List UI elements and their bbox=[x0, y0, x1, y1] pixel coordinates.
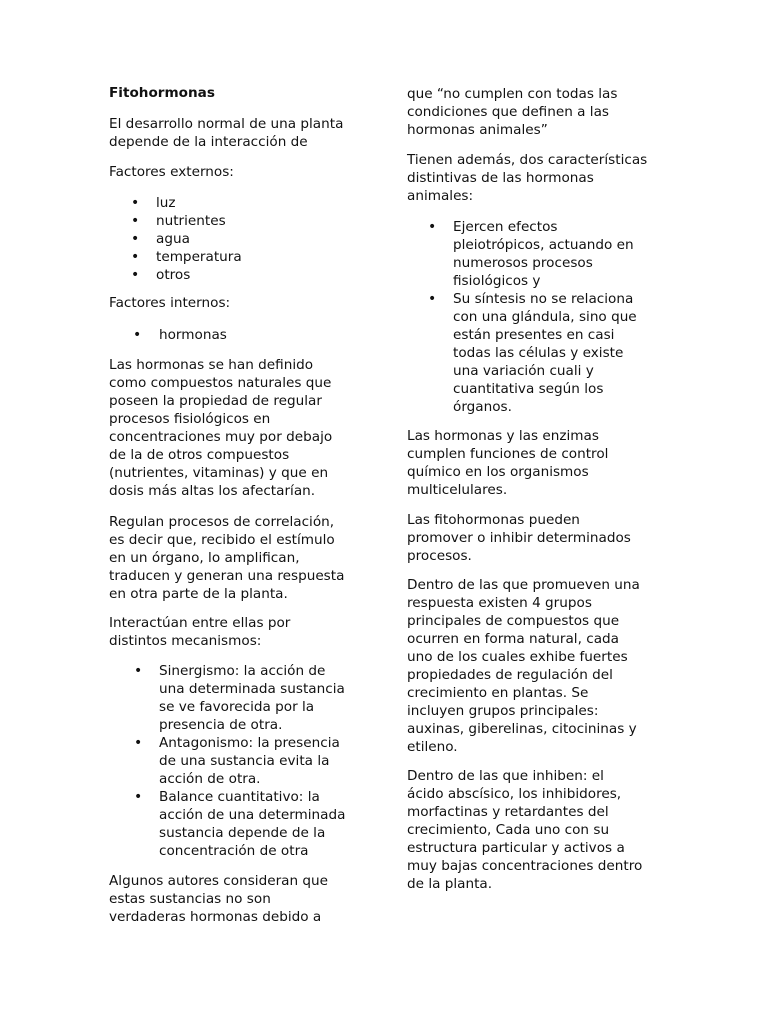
authors-paragraph: Algunos autores consideran que estas sustancias no son verdaderas hormonas debido a bbox=[109, 873, 329, 925]
enzymes-paragraph: Las hormonas y las enzimas cumplen funciones de control químico en los organismos multicelulares. bbox=[407, 428, 609, 498]
list-item: • agua bbox=[109, 230, 371, 248]
list-item: • nutrientes bbox=[109, 212, 371, 230]
internal-factors-heading: Factores internos: bbox=[109, 295, 231, 311]
mechanisms-list bbox=[109, 662, 371, 860]
promoters-paragraph: Dentro de las que promueven una respuesta existen 4 grupos principales de compuestos que ocurren en forma natural, cada uno de los cuales exhibe fuertes propiedades de regulación del crecimiento en plantas. Se incluyen grupos principales: auxinas, giberelinas, citocininas y etileno. bbox=[407, 577, 640, 755]
internal-factors-list bbox=[109, 326, 371, 344]
intro-paragraph: El desarrollo normal de una planta depende de la interacción de bbox=[109, 116, 344, 150]
definition-paragraph: Las hormonas se han definido como compuestos naturales que poseen la propiedad de regular procesos fisiológicos en concentraciones muy por debajo de la de otros compuestos (nutrientes, vitaminas) y que en dosis más altas los afectarían. bbox=[109, 357, 333, 499]
inhibitors-paragraph: Dentro de las que inhiben: el ácido abscísico, los inhibidores, morfactinas y retardantes del crecimiento, Cada uno con su estructura particular y activos a muy bajas concentraciones dentro de la planta. bbox=[407, 768, 643, 892]
list-item: • Ejercen efectos pleiotrópicos, actuando en numerosos procesos fisiológicos y bbox=[407, 218, 663, 290]
external-factors-list bbox=[109, 194, 371, 284]
interaction-heading: Interactúan entre ellas por distintos mecanismos: bbox=[109, 615, 291, 649]
list-item: • Antagonismo: la presencia de una sustancia evita la acción de otra. bbox=[109, 734, 371, 788]
characteristics-heading: Tienen además, dos características distintivas de las hormonas animales: bbox=[407, 152, 648, 204]
list-item: • Sinergismo: la acción de una determinada sustancia se ve favorecida por la presencia de otra. bbox=[109, 662, 371, 734]
continuation-paragraph: que “no cumplen con todas las condiciones que definen a las hormonas animales” bbox=[407, 86, 618, 138]
characteristics-list bbox=[407, 218, 663, 416]
list-item: • otros bbox=[109, 266, 371, 284]
list-item: • Su síntesis no se relaciona con una glándula, sino que están presentes en casi todas las células y existe una variación cuali y cuantitativa según los órganos. bbox=[407, 290, 663, 416]
external-factors-heading: Factores externos: bbox=[109, 164, 234, 180]
list-item: • luz bbox=[109, 194, 371, 212]
correlation-paragraph: Regulan procesos de correlación, es decir que, recibido el estímulo en un órgano, lo amplifican, traducen y generan una respuesta en otra parte de la planta. bbox=[109, 514, 345, 602]
list-item: • temperatura bbox=[109, 248, 371, 266]
list-item: • hormonas bbox=[109, 326, 371, 344]
promote-inhibit-paragraph: Las fitohormonas pueden promover o inhibir determinados procesos. bbox=[407, 512, 631, 564]
document-title: Fitohormonas bbox=[109, 85, 215, 101]
list-item: • Balance cuantitativo: la acción de una determinada sustancia depende de la concentración de otra bbox=[109, 788, 371, 860]
